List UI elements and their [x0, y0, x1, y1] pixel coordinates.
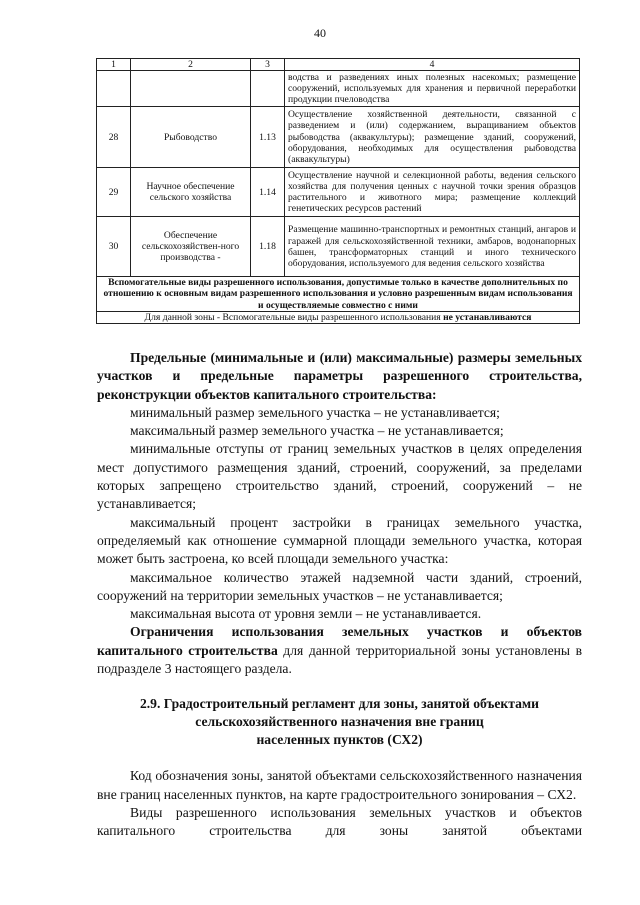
section-title-line-2: сельскохозяйственного назначения вне границ [195, 714, 484, 730]
row-number: 29 [97, 168, 131, 217]
aux-uses-note-prefix: Для данной зоны - Вспомогательные виды разрешенного использования [144, 311, 444, 323]
restrictions-rest: для данной территориальной зоны установлены в подразделе 3 настоящего раздела. [97, 642, 582, 677]
body-text [97, 349, 582, 841]
limits-heading: Предельные (минимальные и (или) максимальные) размеры земельных участков и предельные параметры разрешенного строительства, реконструкции объектов капитального строительства: [97, 350, 582, 402]
table-row [97, 217, 580, 277]
row-description: Размещение машинно-транспортных и ремонтных станций, ангаров и гаражей для сельскохозяйственной техники, амбаров, водонапорных башен, трансформаторных станций и иного технического оборудования, используемого для ведения сельского хозяйства [285, 217, 580, 277]
row-name [131, 71, 251, 107]
row-number: 30 [97, 217, 131, 277]
row-number: 28 [97, 107, 131, 168]
table-header-cell: 3 [251, 59, 285, 71]
paragraph-restrictions [97, 623, 582, 678]
table-row [97, 168, 580, 217]
table-header-cell: 1 [97, 59, 131, 71]
paragraph-setbacks: минимальные отступы от границ земельных участков в целях определения мест допустимого размещения зданий, строений, сооружений, за пределами которых запрещено строительство зданий, строений, сооружений – не устанавливается; [97, 441, 582, 512]
row-code [251, 71, 285, 107]
paragraph-min-size: минимальный размер земельного участка – не устанавливается; [130, 404, 500, 420]
aux-uses-header-row [97, 277, 580, 312]
aux-uses-note-bold: не устанавливаются [443, 311, 532, 323]
row-name: Научное обеспечение сельского хозяйства [131, 168, 251, 217]
row-name: Рыбоводство [131, 107, 251, 168]
table-row [97, 71, 580, 107]
paragraph-zone-code: Код обозначения зоны, занятой объектами сельскохозяйственного назначения вне границ населенных пунктов, на карте градостроительного зонирования – СХ2. [97, 768, 582, 802]
paragraph-floors: максимальное количество этажей надземной части зданий, строений, сооружений на территории земельных участков – не устанавливается; [97, 569, 582, 603]
row-code: 1.14 [251, 168, 285, 217]
row-description: водства и разведениях иных полезных насекомых; размещение сооружений, используемых для хранения и первичной переработки продукции пчеловодства [285, 71, 580, 107]
aux-uses-note-row [97, 311, 580, 323]
section-title-line-3: населенных пунктов (СХ2) [256, 732, 423, 748]
row-description: Осуществление хозяйственной деятельности, связанной с разведением и (или) содержанием, выращиванием объектов рыбоводства (аквакультуры); размещение зданий, сооружений, оборудования, необходимых для осуществления рыбоводства (аквакультуры) [285, 107, 580, 168]
row-number [97, 71, 131, 107]
row-code: 1.18 [251, 217, 285, 277]
aux-uses-note [97, 311, 580, 323]
table-header-cell: 2 [131, 59, 251, 71]
table-header-cell: 4 [285, 59, 580, 71]
row-description: Осуществление научной и селекционной работы, ведения сельского хозяйства для получения ценных с научной точки зрения образцов растительного и животного мира; размещение коллекций генетических ресурсов растений [285, 168, 580, 217]
section-title-line-1: 2.9. Градостроительный регламент для зоны, занятой объектами [139, 696, 539, 712]
table-row [97, 107, 580, 168]
row-code: 1.13 [251, 107, 285, 168]
aux-uses-header: Вспомогательные виды разрешенного использования, допустимые только в качестве дополнительных по отношению к основным видам разрешенного использования и условно разрешенным видам использования и осуществляемые совместно с ними [97, 277, 580, 312]
table-header-row [97, 59, 580, 71]
section-title [97, 695, 582, 749]
paragraph-height: максимальная высота от уровня земли – не устанавливается. [130, 606, 482, 622]
restrictions-bold: Ограничения использования земельных участков и объектов капитального строительства [97, 624, 582, 658]
paragraph-max-size: максимальный размер земельного участка – не устанавливается; [130, 423, 504, 439]
page-number: 40 [314, 26, 326, 40]
row-name: Обеспечение сельскохозяйствен-ного производства - [131, 217, 251, 277]
permitted-use-table [96, 58, 580, 324]
paragraph-permitted-uses: Виды разрешенного использования земельных участков и объектов капитального строительства для зоны занятой объектами [97, 804, 582, 839]
paragraph-build-percent: максимальный процент застройки в границах земельного участка, определяемый как отношение суммарной площади земельного участка, которая может быть застроена, ко всей площади земельного участка: [97, 514, 582, 567]
